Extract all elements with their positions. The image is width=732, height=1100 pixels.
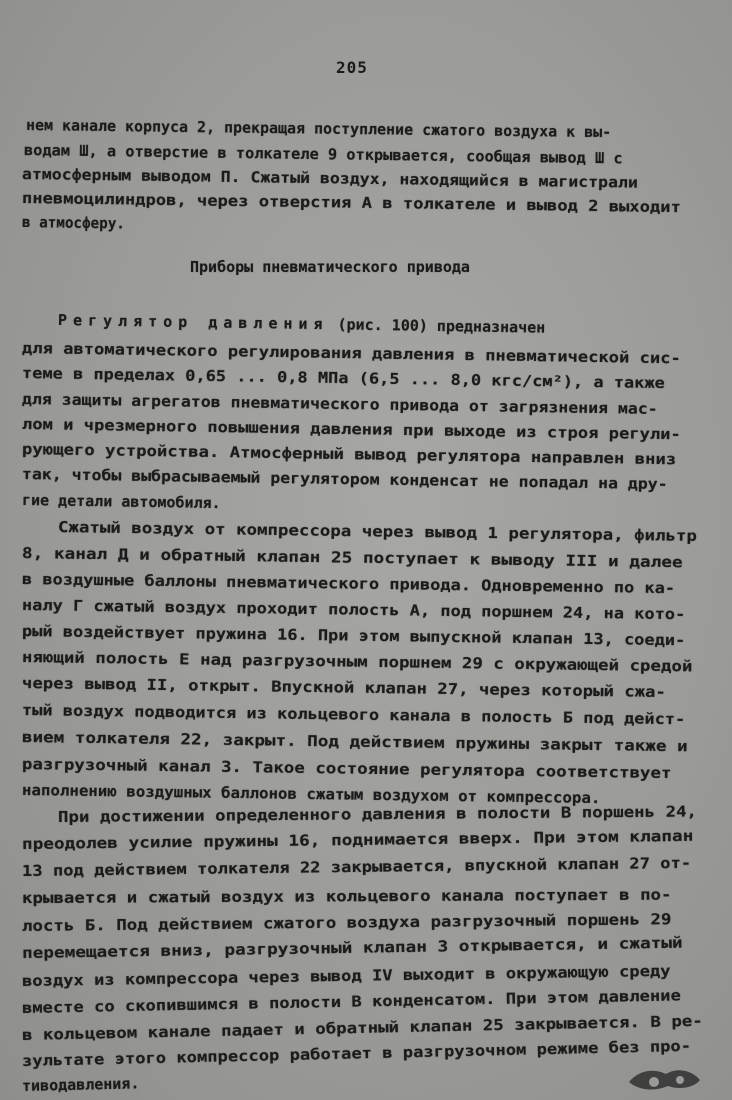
text-line: налу Г сжатый воздух проходит полость А, под поршнем 24, на кото- bbox=[21, 596, 686, 624]
section-heading: Приборы пневматического привода bbox=[190, 258, 470, 276]
text-line: преодолев усилие пружины 16, поднимается вверх. При этом клапан bbox=[21, 826, 694, 853]
text-line: наполнению воздушных баллонов сжатым воздухом от компрессора. bbox=[21, 781, 601, 808]
text-line: вместе со скопившимся в полости В конденсатом. При этом давление bbox=[21, 986, 681, 1017]
text-line: атмосферным выводом П. Сжатый воздух, находящийся в магистрали bbox=[21, 165, 638, 192]
text-fragment: (рис. 100) предназначен bbox=[328, 315, 546, 337]
text-line: воздух из компрессора через вывод IV выходит в окружающую среду bbox=[21, 961, 671, 990]
page-number: 205 bbox=[336, 58, 368, 77]
text-line: рующего устройства. Атмосферный вывод регулятора направлен вниз bbox=[21, 440, 677, 469]
device-name: Регулятор давления bbox=[57, 311, 329, 334]
text-line: через вывод II, открыт. Впускной клапан 27, через который сжа- bbox=[21, 674, 666, 701]
text-line: в атмосферу. bbox=[21, 213, 126, 233]
text-line: теме в пределах 0,65 ... 0,8 МПа (6,5 ... 8,0 кгс/см²), а также bbox=[21, 364, 665, 393]
text-line: в воздушные баллоны пневматического привода. Одновременно по ка- bbox=[21, 570, 676, 598]
text-line: 8, канал Д и обратный клапан 25 поступает к выводу III и далее bbox=[21, 544, 683, 572]
text-line: для защиты агрегатов пневматического привода от загрязнения мас- bbox=[21, 390, 658, 418]
text-line: разгрузочный канал 3. Такое состояние регулятора соответствует bbox=[21, 755, 672, 783]
text-line: Сжатый воздух от компрессора через вывод 1 регулятора, фильтр bbox=[57, 518, 698, 545]
text-line: вием толкателя 22, закрыт. Под действием пружины закрыт также и bbox=[21, 728, 688, 756]
ink-smudge-icon bbox=[624, 1060, 704, 1094]
text-line bbox=[58, 311, 546, 337]
text-line: няющий полость Е над разгрузочным поршнем 29 с окружающей средой bbox=[21, 648, 693, 676]
text-line: 13 под действием толкателя 22 закрывается, впускной клапан 27 от- bbox=[21, 853, 692, 880]
text-line: так, чтобы выбрасываемый регулятором конденсат не попадал на дру- bbox=[21, 465, 668, 494]
text-line: тиводавления. bbox=[21, 1074, 140, 1095]
text-line: лость Б. Под действием сжатого воздуха разгрузочный поршень 29 bbox=[21, 910, 672, 935]
text-line: зультате этого компрессор работает в разгрузочном режиме без про- bbox=[21, 1036, 692, 1070]
text-line: крывается и сжатый воздух из кольцевого канала поступает в по- bbox=[21, 885, 672, 907]
text-line: водам Ш, а отверстие в толкателе 9 открывается, сообщая вывод Ш с bbox=[23, 141, 623, 168]
text-line: для автоматического регулирования давления в пневматической сис- bbox=[21, 339, 681, 368]
text-line: пневмоцилиндров, через отверстия А в толкателе и вывод 2 выходит bbox=[21, 189, 681, 217]
text-line: тый воздух подводится из кольцевого канала в полость Б под дейст- bbox=[21, 701, 686, 729]
text-line: нем канале корпуса 2, прекращая поступление сжатого воздуха к вы- bbox=[25, 116, 612, 142]
text-line: в кольцевом канале падает и обратный клапан 25 закрывается. В ре- bbox=[21, 1011, 703, 1044]
text-line: перемещается вниз, разгрузочный клапан 3 открывается, и сжатый bbox=[21, 933, 683, 962]
text-line: При достижении определенного давления в полости В поршень 24, bbox=[57, 802, 698, 826]
text-line: рый воздействует пружина 16. При этом выпускной клапан 13, соеди- bbox=[21, 622, 686, 650]
text-line: лом и чрезмерного повышения давления при выходе из строя регули- bbox=[21, 415, 681, 444]
text-line: гие детали автомобиля. bbox=[21, 491, 221, 513]
